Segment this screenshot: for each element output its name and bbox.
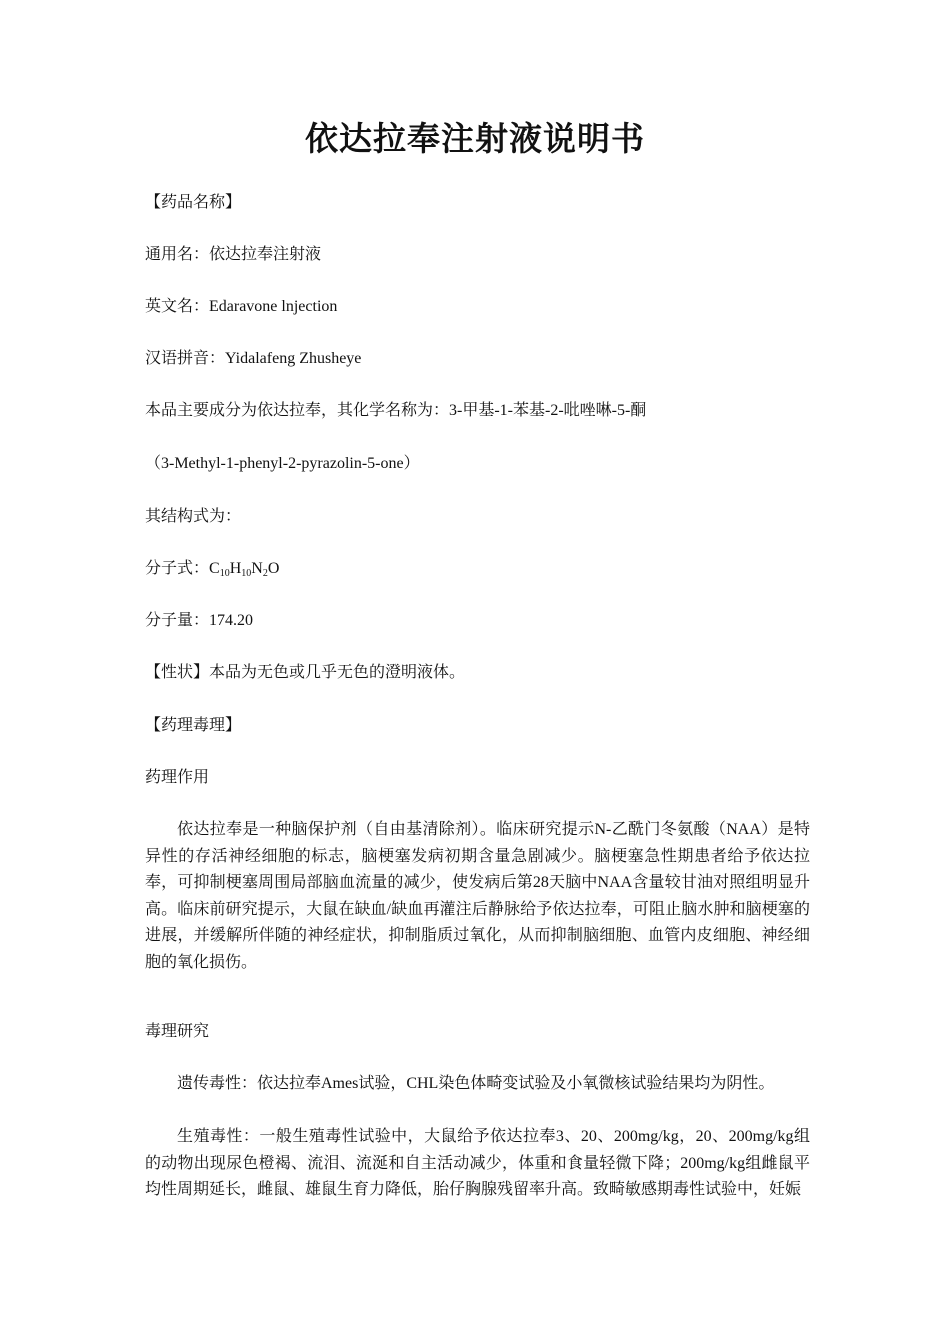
- chemical-name-en: （3-Methyl-1-phenyl-2-pyrazolin-5-one）: [145, 455, 420, 472]
- drug-name-header: 【药品名称】: [145, 194, 242, 211]
- formula-h: H: [229, 560, 242, 577]
- molecular-formula: [145, 558, 279, 580]
- genotoxicity-paragraph: 遗传毒性：依达拉奉Ames试验，CHL染色体畸变试验及小氧微核试验结果均为阴性。: [177, 1075, 775, 1092]
- formula-c-count: 10: [219, 568, 230, 579]
- formula-label: 分子式：: [145, 560, 210, 577]
- main-ingredient: 本品主要成分为依达拉奉，其化学名称为：3-甲基-1-苯基-2-吡唑啉-5-酮: [145, 402, 647, 419]
- appearance: 【性状】本品为无色或几乎无色的澄明液体。: [145, 664, 466, 681]
- document-title: 依达拉奉注射液说明书: [305, 122, 645, 158]
- english-name: 英文名：Edaravone lnjection: [145, 298, 338, 315]
- formula-n: N: [251, 560, 263, 577]
- formula-c: C: [209, 560, 220, 577]
- formula-n-count: 2: [262, 568, 268, 579]
- formula-o: O: [267, 560, 280, 577]
- generic-name: 通用名：依达拉奉注射液: [145, 246, 322, 263]
- pinyin-name: 汉语拼音：Yidalafeng Zhusheye: [145, 350, 362, 367]
- toxicology-header: 毒理研究: [145, 1023, 210, 1040]
- structure-label: 其结构式为：: [145, 508, 242, 525]
- pharmacology-paragraph: 依达拉奉是一种脑保护剂（自由基清除剂）。临床研究提示N-乙酰门冬氨酸（NAA）是特异性的存活神经细胞的标志，脑梗塞发病初期含量急剧减少。脑梗塞急性期患者给予依达拉奉，可抑制梗塞周围局部脑血流量的减少，使发病后第28天脑中NAA含量较甘油对照组明显升高。临床前研究提示，大鼠在缺血/缺血再灌注后静脉给予依达拉奉，可阻止脑水肿和脑梗塞的进展，并缓解所伴随的神经症状，抑制脂质过氧化，从而抑制脑细胞、血管内皮细胞、神经细胞的氧化损伤。: [145, 821, 810, 971]
- molecular-weight: 分子量：174.20: [145, 612, 254, 629]
- pharm-tox-header: 【药理毒理】: [145, 717, 242, 734]
- reproductive-toxicity-paragraph: 生殖毒性：一般生殖毒性试验中，大鼠给予依达拉奉3、20、200mg/kg，20、200mg/kg组的动物出现尿色橙褐、流泪、流涎和自主活动减少，体重和食量轻微下降；200mg/kg组雌鼠平均性周期延长，雌鼠、雄鼠生育力降低，胎仔胸腺残留率升高。致畸敏感期毒性试验中，妊娠: [145, 1128, 810, 1198]
- formula-h-count: 10: [241, 568, 252, 579]
- pharmacology-header: 药理作用: [145, 769, 210, 786]
